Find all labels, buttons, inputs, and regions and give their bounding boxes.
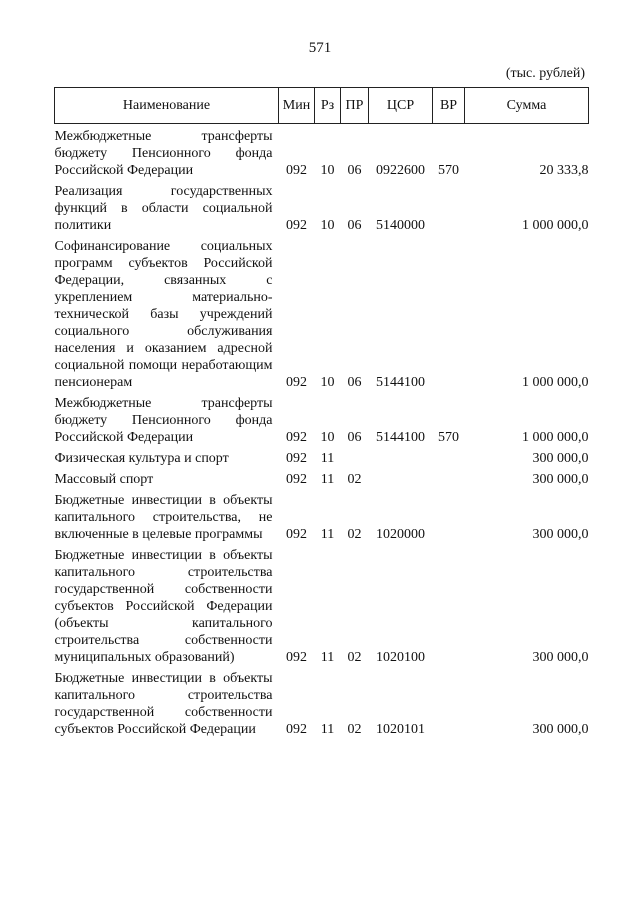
table-row (55, 446, 589, 467)
cell-vr: 570 (438, 163, 459, 178)
cell-sum: 1 000 000,0 (522, 375, 589, 390)
cell-vr (433, 446, 465, 467)
budget-table (54, 87, 589, 738)
cell-name: Межбюджетные трансферты бюджету Пенсионного фонда Российской Федерации (54, 396, 273, 445)
header-vr: ВР (433, 88, 465, 124)
table-row (55, 666, 589, 738)
cell-csr: 1020101 (376, 722, 425, 737)
header-pr: ПР (341, 88, 369, 124)
cell-pr: 02 (347, 472, 362, 487)
cell-sum: 300 000,0 (532, 451, 589, 466)
cell-rz: 11 (320, 451, 335, 466)
units-label: (тыс. рублей) (505, 66, 585, 81)
cell-pr: 02 (347, 527, 362, 542)
cell-pr (341, 446, 369, 467)
cell-min: 092 (286, 430, 307, 445)
table-row (55, 467, 589, 488)
cell-vr (433, 179, 465, 234)
cell-rz: 10 (320, 218, 335, 233)
header-sum: Сумма (465, 88, 589, 124)
cell-rz: 11 (320, 650, 335, 665)
cell-csr (369, 467, 433, 488)
cell-name: Массовый спорт (54, 472, 154, 487)
table-row (55, 179, 589, 234)
header-rz: Рз (315, 88, 341, 124)
cell-csr: 5144100 (376, 375, 425, 390)
cell-sum: 20 333,8 (539, 163, 589, 178)
cell-vr (433, 467, 465, 488)
cell-min: 092 (286, 472, 307, 487)
header-min: Мин (279, 88, 315, 124)
cell-name: Бюджетные инвестиции в объекты капитального строительства государственной собственности субъектов Российской Федерации (объекты капитального строительства собственности муниципальных образований) (54, 548, 273, 665)
header-csr: ЦСР (369, 88, 433, 124)
table-row (55, 543, 589, 666)
cell-rz: 11 (320, 527, 335, 542)
cell-name: Межбюджетные трансферты бюджету Пенсионного фонда Российской Федерации (54, 129, 273, 178)
table-header-row (55, 88, 589, 124)
cell-sum: 300 000,0 (532, 472, 589, 487)
table-row (55, 234, 589, 391)
page-number: 571 (308, 40, 332, 56)
header-name: Наименование (55, 88, 279, 124)
cell-min: 092 (286, 163, 307, 178)
cell-min: 092 (286, 218, 307, 233)
cell-name: Реализация государственных функций в области социальной политики (54, 184, 273, 233)
cell-rz: 10 (320, 163, 335, 178)
cell-vr (433, 666, 465, 738)
cell-name: Физическая культура и спорт (54, 451, 229, 466)
cell-vr (433, 234, 465, 391)
cell-sum: 300 000,0 (532, 722, 589, 737)
cell-rz: 11 (320, 472, 335, 487)
cell-pr: 06 (347, 375, 362, 390)
cell-name: Бюджетные инвестиции в объекты капитального строительства, не включенные в целевые программы (54, 493, 273, 542)
table-row (55, 124, 589, 180)
cell-pr: 06 (347, 163, 362, 178)
cell-vr (433, 543, 465, 666)
cell-pr: 06 (347, 430, 362, 445)
cell-csr (369, 446, 433, 467)
cell-csr: 0922600 (376, 163, 425, 178)
cell-rz: 10 (320, 430, 335, 445)
cell-vr (433, 488, 465, 543)
cell-sum: 1 000 000,0 (522, 218, 589, 233)
cell-csr: 5140000 (376, 218, 425, 233)
table-body (55, 124, 589, 739)
cell-csr: 1020000 (376, 527, 425, 542)
table-row (55, 391, 589, 446)
cell-min: 092 (286, 650, 307, 665)
cell-name: Софинансирование социальных программ субъектов Российской Федерации, связанных с укреплением материально-технической базы учреждений социального обслуживания населения и оказанием адресной социальной помощи неработающим пенсионерам (54, 239, 273, 390)
cell-csr: 1020100 (376, 650, 425, 665)
cell-min: 092 (286, 527, 307, 542)
cell-vr: 570 (438, 430, 459, 445)
cell-name: Бюджетные инвестиции в объекты капитального строительства государственной собственности субъектов Российской Федерации (54, 671, 273, 737)
cell-pr: 02 (347, 650, 362, 665)
cell-csr: 5144100 (376, 430, 425, 445)
cell-pr: 02 (347, 722, 362, 737)
cell-pr: 06 (347, 218, 362, 233)
cell-min: 092 (286, 722, 307, 737)
cell-rz: 10 (320, 375, 335, 390)
cell-min: 092 (286, 375, 307, 390)
cell-rz: 11 (320, 722, 335, 737)
cell-sum: 300 000,0 (532, 650, 589, 665)
cell-sum: 1 000 000,0 (522, 430, 589, 445)
cell-min: 092 (286, 451, 307, 466)
cell-sum: 300 000,0 (532, 527, 589, 542)
table-row (55, 488, 589, 543)
